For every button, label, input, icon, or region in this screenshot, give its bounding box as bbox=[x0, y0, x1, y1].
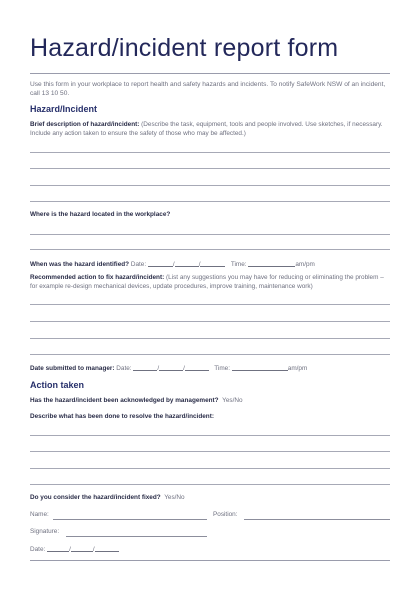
describe-row bbox=[30, 413, 214, 420]
location-line-1[interactable] bbox=[30, 234, 390, 235]
brief-line-2[interactable] bbox=[30, 168, 390, 169]
submitted-day-field[interactable] bbox=[133, 364, 160, 372]
recommended-label: Recommended action to fix hazard/incident: bbox=[30, 274, 165, 281]
slash-2: / bbox=[198, 261, 201, 268]
identified-time-field[interactable] bbox=[248, 260, 295, 267]
recommended-question bbox=[30, 274, 392, 291]
brief-description-hint: (Describe the task, equipment, tools and people involved. Use sketches, if necessary. Include any action taken to ensure the safety of those who may be affected.) bbox=[30, 121, 383, 137]
recommended-line-3[interactable] bbox=[30, 338, 390, 339]
identified-row bbox=[30, 260, 315, 268]
bottom-year-field[interactable] bbox=[92, 545, 119, 553]
slash-3: / bbox=[157, 365, 160, 372]
brief-description-label: Brief description of hazard/incident: bbox=[30, 121, 140, 128]
intro-text: Use this form in your workplace to report health and safety hazards and incidents. To notify SafeWork NSW of an incident, call 13 10 50. bbox=[30, 81, 386, 97]
location-question bbox=[30, 211, 170, 220]
slash-6: / bbox=[92, 546, 95, 553]
acknowledged-yes-no[interactable]: Yes/No bbox=[222, 397, 243, 404]
identified-day-field[interactable] bbox=[148, 260, 173, 267]
acknowledged-label: Has the hazard/incident been acknowledged by management? bbox=[30, 397, 219, 404]
bottom-month-field[interactable] bbox=[71, 545, 93, 552]
location-label: Where is the hazard located in the workplace? bbox=[30, 211, 171, 218]
brief-line-4[interactable] bbox=[30, 201, 390, 202]
describe-line-3[interactable] bbox=[30, 468, 390, 469]
brief-line-3[interactable] bbox=[30, 185, 390, 186]
submitted-year-field[interactable] bbox=[185, 364, 209, 371]
slash-5: / bbox=[69, 546, 71, 553]
submitted-time-label: Time: bbox=[214, 365, 230, 372]
submitted-time-field[interactable] bbox=[232, 364, 288, 371]
identified-time-label: Time: bbox=[230, 261, 247, 268]
footer-divider bbox=[30, 560, 390, 561]
brief-line-1[interactable] bbox=[30, 152, 390, 153]
page-title: Hazard/incident report form bbox=[30, 34, 339, 62]
describe-line-1[interactable] bbox=[30, 435, 390, 436]
title-divider bbox=[30, 73, 390, 74]
submitted-date-label: Date: bbox=[116, 365, 132, 372]
bottom-date-label: Date: bbox=[30, 546, 46, 553]
brief-description-question bbox=[30, 121, 392, 138]
location-line-2[interactable] bbox=[30, 249, 390, 250]
slash-1: / bbox=[172, 261, 175, 268]
fixed-label: Do you consider the hazard/incident fixed? bbox=[30, 494, 161, 501]
submitted-month-field[interactable] bbox=[159, 364, 183, 371]
fixed-row bbox=[30, 494, 185, 501]
describe-line-2[interactable] bbox=[30, 451, 390, 452]
recommended-line-1[interactable] bbox=[30, 304, 390, 305]
identified-year-field[interactable] bbox=[200, 260, 225, 267]
bottom-day-field[interactable] bbox=[47, 545, 69, 552]
submitted-row bbox=[30, 364, 307, 372]
bottom-date-row bbox=[30, 545, 119, 553]
section-heading-hazard: Hazard/Incident bbox=[30, 104, 98, 114]
name-label: Name: bbox=[30, 511, 49, 518]
identified-ampm: am/pm bbox=[295, 261, 315, 268]
recommended-line-2[interactable] bbox=[30, 321, 390, 322]
describe-label: Describe what has been done to resolve the hazard/incident: bbox=[30, 413, 214, 420]
position-field[interactable] bbox=[244, 519, 390, 520]
describe-line-4[interactable] bbox=[30, 484, 390, 485]
recommended-line-4[interactable] bbox=[30, 354, 390, 355]
signature-field[interactable] bbox=[66, 536, 207, 537]
signature-label: Signature: bbox=[30, 528, 60, 535]
identified-month-field[interactable] bbox=[172, 260, 199, 268]
recommended-hint: (List any suggestions you may have for reducing or eliminating the problem – for example re-design mechanical devices, update procedures, improve training, maintenance work) bbox=[30, 274, 384, 290]
submitted-label: Date submitted to manager: bbox=[30, 365, 115, 372]
identified-label: When was the hazard identified? bbox=[30, 261, 130, 268]
slash-4: / bbox=[183, 365, 185, 372]
section-heading-action: Action taken bbox=[30, 380, 85, 390]
acknowledged-row bbox=[30, 397, 243, 404]
identified-date-label: Date: bbox=[130, 261, 147, 268]
name-field[interactable] bbox=[53, 519, 207, 520]
fixed-yes-no[interactable]: Yes/No bbox=[164, 494, 185, 501]
submitted-ampm: am/pm bbox=[287, 365, 308, 372]
position-label: Position: bbox=[213, 511, 238, 518]
